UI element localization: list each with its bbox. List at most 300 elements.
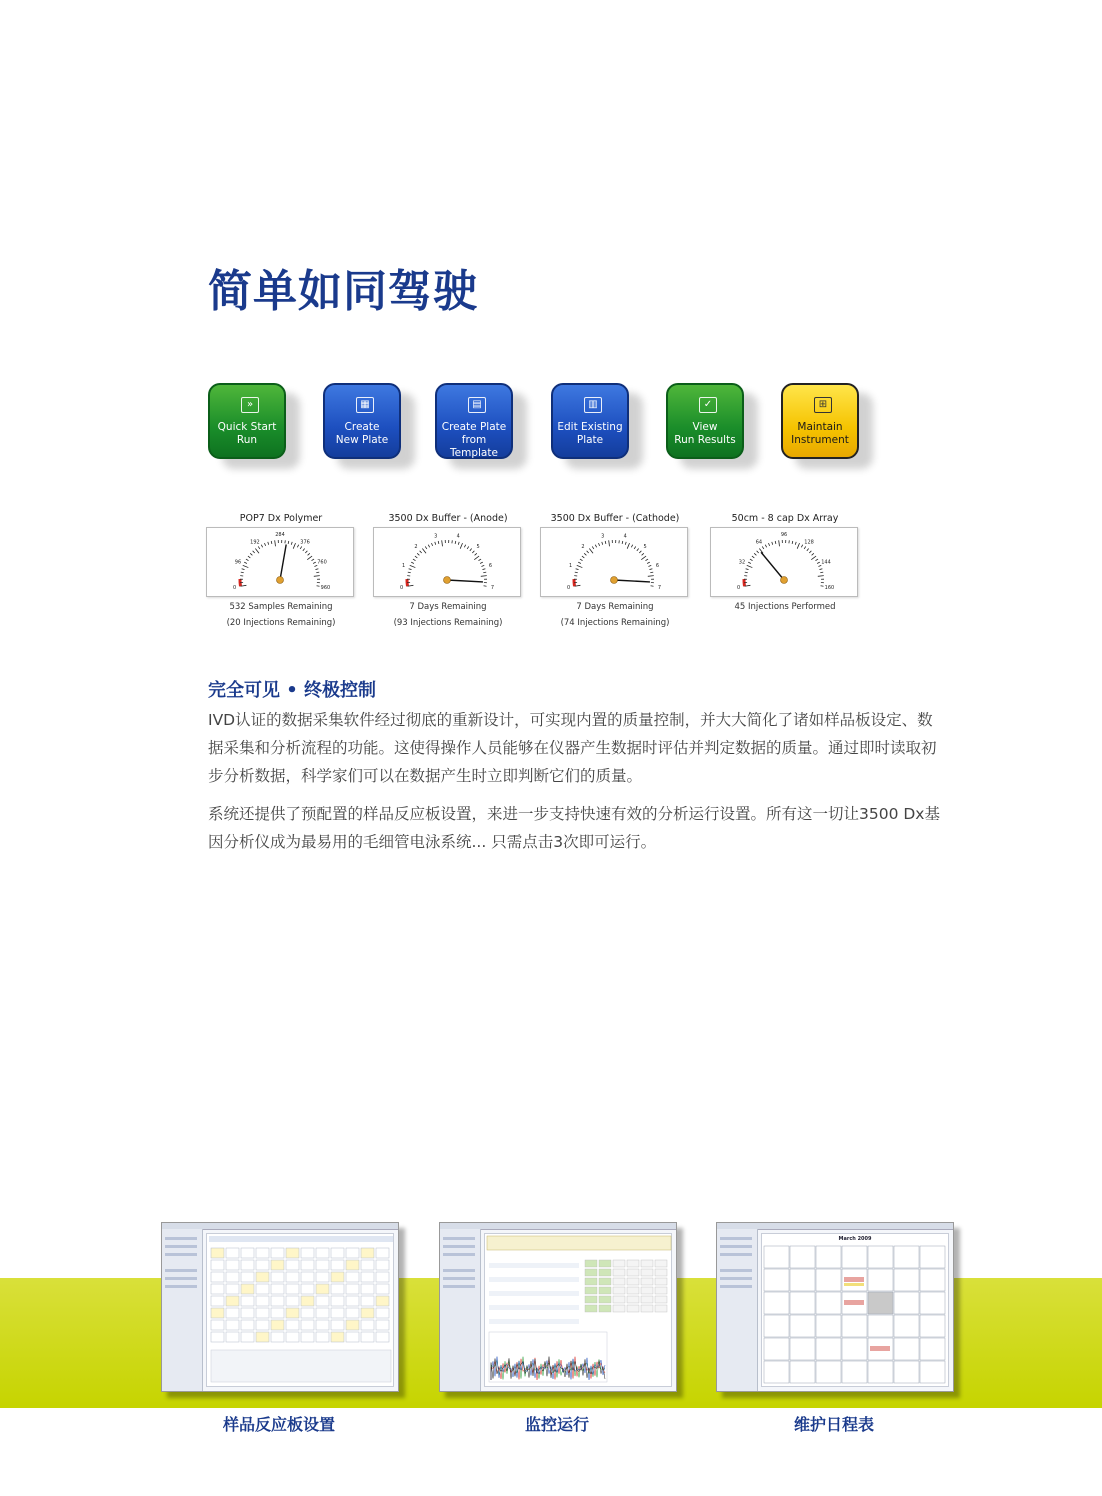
gauge-title: POP7 Dx Polymer [239, 513, 323, 524]
calendar-day-cell [868, 1269, 893, 1291]
gauge-dial [206, 527, 354, 597]
gauge-tick [650, 572, 653, 573]
calendar-day-cell [920, 1269, 945, 1291]
plate-well [256, 1308, 269, 1318]
capillary-cell [585, 1305, 597, 1312]
gauge-tick [243, 565, 249, 567]
gauge-tick [460, 543, 462, 549]
gauge-tick [816, 559, 819, 561]
gauge-tick-label: 96 [780, 532, 788, 538]
fast-forward-icon: » [241, 397, 259, 413]
gauge-dial-svg [711, 528, 857, 596]
capillary-cell [641, 1296, 653, 1303]
capillary-cell [599, 1296, 611, 1303]
gauge-tick [315, 569, 318, 570]
plate-well [301, 1284, 314, 1294]
plate-well [211, 1284, 224, 1294]
gauge-tick [314, 565, 317, 566]
plate-well [226, 1260, 239, 1270]
capillary-cell [627, 1269, 639, 1276]
plate-well [241, 1260, 254, 1270]
plate-well [361, 1296, 374, 1306]
calendar-day-cell [764, 1338, 789, 1360]
capillary-cell [627, 1305, 639, 1312]
plate-well [211, 1272, 224, 1282]
gauge-tick [605, 541, 606, 544]
gauge-tick [809, 551, 811, 553]
calendar-event [870, 1346, 890, 1351]
calendar-day-cell [816, 1292, 841, 1314]
gauge-tick-label: 192 [250, 539, 260, 546]
calendar-day-cell [842, 1361, 867, 1383]
gauge-note: 532 Samples Remaining [229, 602, 333, 612]
calendar-day-cell [764, 1269, 789, 1291]
calendar-day-cell [816, 1315, 841, 1337]
gauge-tick [748, 562, 751, 563]
gauge-title: 3500 Dx Buffer - (Cathode) [550, 513, 680, 524]
gauge-tick [258, 546, 260, 549]
calendar-day-cell [842, 1338, 867, 1360]
plate-well [286, 1296, 299, 1306]
plate-well [376, 1320, 389, 1330]
gauge-tick [425, 546, 427, 549]
calendar-day-cell [868, 1246, 893, 1268]
plate-well [346, 1272, 359, 1282]
gauge-tick-label: 4 [623, 533, 627, 540]
gauge-tick [253, 551, 255, 553]
capillary-cell [641, 1305, 653, 1312]
gauge-tick-label: 5 [476, 544, 480, 551]
capillary-cell [641, 1278, 653, 1285]
gauge-tick [442, 540, 443, 546]
plate-well [346, 1308, 359, 1318]
gauge-dial [710, 527, 858, 597]
capillary-cell [613, 1287, 625, 1294]
plate-well [271, 1260, 284, 1270]
plate-well [331, 1284, 344, 1294]
gauge-tick-label: 64 [755, 539, 763, 546]
gauge-tick [480, 562, 483, 563]
plate-well [226, 1248, 239, 1258]
button-label-line2: from Template [450, 434, 498, 459]
gauge-tick [481, 576, 487, 577]
maintain-instrument-button[interactable] [781, 383, 859, 459]
button-label-line2: Run Results [674, 434, 736, 446]
calendar-month-title: March 2009 [838, 1236, 872, 1242]
gauge-tick [772, 542, 773, 545]
calendar-day-cell [920, 1338, 945, 1360]
gauge-tick [246, 559, 249, 561]
gauge-tick [598, 543, 599, 546]
gauge-tick [818, 576, 824, 577]
gauge-tick [422, 549, 426, 554]
calendar-day-cell [790, 1315, 815, 1337]
plate-well [316, 1284, 329, 1294]
run-table-row [489, 1319, 579, 1324]
gauge-tick-label: 6 [488, 562, 493, 569]
instrument-icon: ⊞ [814, 397, 832, 413]
gauge-tick [314, 576, 320, 577]
gauge-tick [757, 551, 759, 553]
gauge-tick [582, 556, 584, 558]
calendar-day-cell [920, 1246, 945, 1268]
plate-well [376, 1284, 389, 1294]
gauge-tick [438, 541, 439, 544]
gauge-tick [775, 541, 776, 544]
gauge-dial-svg [541, 528, 687, 596]
gauge-tick-label: 0 [232, 585, 237, 592]
gauge-tick [746, 569, 749, 570]
gauge-tick-label: 1 [401, 562, 406, 569]
gauge-note: 7 Days Remaining [576, 602, 654, 612]
plate-well [361, 1284, 374, 1294]
calendar-day-cell [790, 1361, 815, 1383]
run-table-row [489, 1284, 579, 1289]
calendar-thumbnail [762, 1234, 950, 1386]
create-new-plate-button[interactable] [323, 383, 401, 459]
calendar-day-cell [894, 1269, 919, 1291]
calendar-day-cell [790, 1269, 815, 1291]
plate-well [256, 1272, 269, 1282]
gauge-subnote: (20 Injections Remaining) [226, 618, 336, 628]
plate-well [331, 1308, 344, 1318]
plate-well [241, 1284, 254, 1294]
gauge-tick [264, 543, 265, 546]
gauge-hub [277, 577, 284, 584]
gauge-tick [817, 562, 820, 563]
gauge-tick [307, 556, 312, 560]
button-label-line2: Plate [576, 434, 604, 446]
run-table-row [489, 1291, 579, 1296]
gauge-note: 7 Days Remaining [409, 602, 487, 612]
run-table-row [489, 1305, 579, 1310]
capillary-cell [599, 1269, 611, 1276]
calendar-day-cell [894, 1315, 919, 1337]
template-icon: ▤ [468, 397, 486, 413]
plate-well [331, 1320, 344, 1330]
gauge-tick [305, 551, 307, 553]
gauge-hub [781, 577, 788, 584]
gauge-polymer [206, 513, 356, 629]
gauge-tick [288, 541, 289, 544]
plate-well [361, 1320, 374, 1330]
capillary-cell [655, 1269, 667, 1276]
plate-well [316, 1272, 329, 1282]
capillary-cell [627, 1296, 639, 1303]
capillary-cell [655, 1287, 667, 1294]
gauge-tick [297, 545, 298, 548]
gauge-needle [280, 545, 286, 580]
caption-monitor-run: 监控运行 [524, 1415, 589, 1434]
capillary-cell [585, 1278, 597, 1285]
plate-well [286, 1332, 299, 1342]
capillary-cell [599, 1287, 611, 1294]
gauge-tick [248, 556, 250, 558]
caption-maintenance-calendar: 维护日程表 [793, 1415, 874, 1434]
gauge-dial [373, 527, 521, 597]
capillary-cell [585, 1260, 597, 1267]
plate-well [271, 1272, 284, 1282]
gauge-tick [639, 551, 641, 553]
gauge-needle [761, 552, 784, 580]
paragraph-2: 系统还提供了预配置的样品反应板设置，来进一步支持快速有效的分析运行设置。所有这一切让3500 Dx基因分析仪成为最易用的毛细管电泳系统... 只需点击3次即可运行。 [208, 805, 940, 851]
plate-well [316, 1260, 329, 1270]
quick-start-run-button[interactable] [208, 383, 286, 459]
plate-well [211, 1332, 224, 1342]
plate-well [301, 1308, 314, 1318]
run-table-row [489, 1270, 579, 1275]
electropherogram-frame [489, 1332, 607, 1382]
capillary-cell [613, 1305, 625, 1312]
gauge-tick [762, 546, 764, 549]
gauge-capillary-array [710, 513, 860, 618]
gauge-tick [779, 540, 780, 546]
gauge-tick [576, 569, 579, 570]
plate-well [331, 1272, 344, 1282]
gauge-tick [811, 556, 816, 560]
view-run-results-button[interactable] [666, 383, 744, 459]
plate-well [331, 1332, 344, 1342]
gauge-dial-svg [374, 528, 520, 596]
page-title: 简单如同驾驶 [208, 266, 478, 317]
gauge-tick [637, 549, 639, 551]
capillary-cell [655, 1260, 667, 1267]
plate-well [331, 1296, 344, 1306]
plate-well [256, 1284, 269, 1294]
gauge-tick [807, 549, 809, 551]
plate-well [211, 1248, 224, 1258]
capillary-cell [599, 1278, 611, 1285]
gauge-tick-label: 284 [275, 532, 285, 538]
plate-well [256, 1296, 269, 1306]
plate-well [286, 1320, 299, 1330]
gauge-needle [447, 580, 483, 582]
gauge-tick [768, 543, 769, 546]
plate-well [361, 1260, 374, 1270]
plate-well [211, 1296, 224, 1306]
plate-well [361, 1272, 374, 1282]
gauge-tick-label: 4 [456, 533, 460, 540]
gauge-tick [268, 542, 269, 545]
gauge-tick-label: 5 [643, 544, 647, 551]
gauge-tick [417, 553, 419, 555]
calendar-day-cell [868, 1315, 893, 1337]
gauge-hub [611, 577, 618, 584]
button-label-line2: Instrument [791, 434, 849, 446]
plate-well [226, 1332, 239, 1342]
checkmark-icon: ✓ [699, 397, 717, 413]
gauge-tick [481, 565, 484, 566]
gauge-tick [752, 556, 754, 558]
plate-well [361, 1308, 374, 1318]
plate-well [241, 1332, 254, 1342]
toolbar [209, 1236, 393, 1242]
plate-well [271, 1296, 284, 1306]
capillary-cell [613, 1296, 625, 1303]
calendar-day-cell [764, 1246, 789, 1268]
gauge-tick [316, 572, 319, 573]
gauge-tick [795, 542, 796, 545]
calendar-day-cell [816, 1246, 841, 1268]
gauge-tick [410, 565, 416, 567]
plate-well [286, 1284, 299, 1294]
capillary-cell [641, 1287, 653, 1294]
plate-grid-panel [206, 1233, 394, 1387]
create-plate-from-template-button[interactable] [435, 383, 513, 459]
gauge-tick [464, 545, 465, 548]
gauge-tick [413, 559, 416, 561]
plate-well [346, 1260, 359, 1270]
plate-well [316, 1332, 329, 1342]
maintenance-calendar-screenshot [716, 1222, 954, 1392]
plate-well [271, 1320, 284, 1330]
paragraph-1: IVD认证的数据采集软件经过彻底的重新设计，可实现内置的质量控制，并大大简化了诸如样品板设定、数据采集和分析流程的功能。这使得操作人员能够在仪器产生数据时评估并判定数据的质量。通过即时读取初步分析数据，科学家们可以在数据产生时立即判断它们的质量。 [208, 711, 937, 785]
gauge-anode-buffer [373, 513, 523, 629]
calendar-day-cell [842, 1246, 867, 1268]
capillary-cell [599, 1260, 611, 1267]
gauge-tick [470, 549, 472, 551]
gauge-tick-label: 376 [300, 539, 310, 546]
plate-well [361, 1248, 374, 1258]
gauge-tick [646, 559, 649, 561]
run-table-row [489, 1298, 579, 1303]
gauge-tick [435, 542, 436, 545]
button-label-line1: Maintain [797, 421, 843, 433]
gauge-tick [587, 551, 589, 553]
gauge-tick-label: 3 [434, 533, 438, 540]
capillary-cell [585, 1269, 597, 1276]
status-banner [487, 1236, 671, 1250]
gauge-note: 45 Injections Performed [734, 602, 836, 612]
plate-well [256, 1332, 269, 1342]
capillary-cell [627, 1287, 639, 1294]
calendar-day-cell [894, 1338, 919, 1360]
assay-panel [211, 1350, 391, 1382]
run-table-row [489, 1263, 579, 1268]
gauge-tick [409, 569, 412, 570]
capillary-cell [599, 1305, 611, 1312]
gauge-tick [271, 541, 272, 544]
capillary-cell [655, 1296, 667, 1303]
caption-plate-setup: 样品反应板设置 [222, 1415, 335, 1434]
gauge-tick [467, 546, 469, 549]
gauge-tick [428, 545, 429, 548]
gauge-tick-label: 2 [581, 544, 585, 551]
gauge-tick [577, 565, 583, 567]
plate-well [316, 1308, 329, 1318]
plate-well [211, 1260, 224, 1270]
nav-sidebar [717, 1229, 758, 1391]
capillary-cell [585, 1296, 597, 1303]
button-label-line1: Edit Existing [557, 421, 623, 433]
gauge-tick [261, 545, 262, 548]
plate-well [316, 1320, 329, 1330]
gauge-tick [250, 553, 252, 555]
gauge-tick [634, 546, 636, 549]
plate-well [271, 1284, 284, 1294]
plate-well [376, 1332, 389, 1342]
gauge-tick [647, 562, 650, 563]
plate-well [346, 1284, 359, 1294]
plate-well [256, 1320, 269, 1330]
gauge-tick [580, 559, 583, 561]
gauge-tick [801, 545, 802, 548]
plate-well [316, 1296, 329, 1306]
gauge-tick-label: 0 [399, 585, 404, 592]
capillary-cell [613, 1260, 625, 1267]
plate-well [376, 1272, 389, 1282]
plate-well [346, 1248, 359, 1258]
plate-well [361, 1332, 374, 1342]
plate-well [346, 1320, 359, 1330]
gauge-tick-label: 0 [736, 585, 741, 592]
edit-existing-plate-button[interactable] [551, 383, 629, 459]
plate-well [271, 1308, 284, 1318]
gauge-tick [819, 569, 822, 570]
gauge-tick [642, 553, 644, 555]
gauge-tick [275, 540, 276, 546]
calendar-day-cell [920, 1315, 945, 1337]
plate-well [226, 1320, 239, 1330]
gauge-tick [483, 572, 486, 573]
gauge-tick [455, 541, 456, 544]
calendar-day-cell [790, 1292, 815, 1314]
plate-well [331, 1260, 344, 1270]
section-subtitle: 完全可见 • 终极控制 [208, 680, 377, 701]
gauge-tick [649, 569, 652, 570]
button-label-line2: Run [236, 434, 258, 446]
gauge-tick [474, 556, 479, 560]
plate-grid-thumbnail [207, 1234, 395, 1386]
calendar-day-cell [920, 1361, 945, 1383]
gauge-tick [313, 562, 316, 563]
plate-well [346, 1296, 359, 1306]
gauge-tick [641, 556, 646, 560]
gauge-tick-label: 96 [234, 559, 242, 566]
gauge-tick [818, 565, 821, 566]
gauge-tick [627, 543, 629, 549]
plate-well [331, 1248, 344, 1258]
gauge-tick [631, 545, 632, 548]
calendar-event [844, 1277, 864, 1282]
calendar-day-cell [764, 1292, 789, 1314]
gauge-tick [648, 565, 651, 566]
gauge-tick [431, 543, 432, 546]
capillary-cell [613, 1278, 625, 1285]
plate-well [226, 1308, 239, 1318]
gauge-tick [602, 542, 603, 545]
gauge-tick [754, 553, 756, 555]
capillary-cell [641, 1269, 653, 1276]
gauge-tick [747, 565, 753, 567]
capillary-cell [627, 1278, 639, 1285]
plate-well [376, 1248, 389, 1258]
gauge-tick [797, 543, 799, 549]
monitor-panel [484, 1233, 672, 1387]
plate-well [301, 1332, 314, 1342]
plate-setup-screenshot [161, 1222, 399, 1392]
gauge-tick-label: 6 [655, 562, 660, 569]
calendar-day-cell [764, 1315, 789, 1337]
calendar-day-cell [894, 1361, 919, 1383]
electropherogram-thumbnail [485, 1234, 673, 1386]
run-table-row [489, 1256, 579, 1261]
plate-well [286, 1248, 299, 1258]
calendar-day-cell [764, 1361, 789, 1383]
button-label-line1: Quick Start [217, 421, 277, 433]
workflow-buttons [206, 383, 886, 473]
gauge-tick-label: 760 [317, 559, 327, 566]
